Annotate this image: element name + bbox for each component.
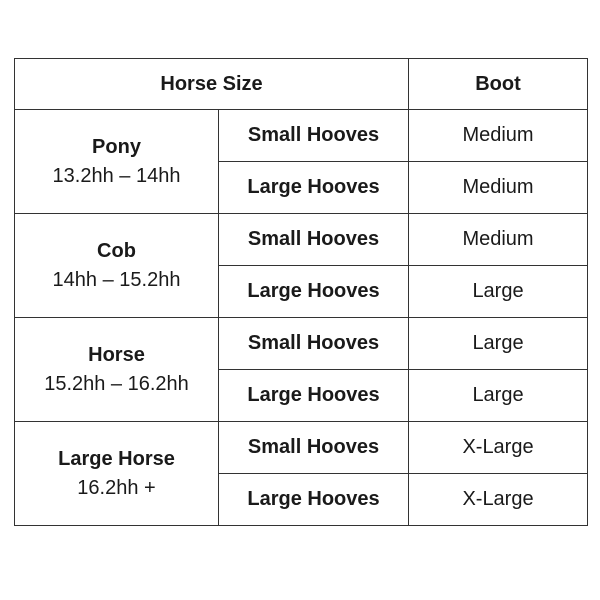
group-cell-horse [15, 318, 219, 422]
group-cell-large-horse [15, 422, 219, 526]
table-row [15, 214, 588, 266]
boot-size-cell: X-Large [409, 474, 588, 526]
hoof-size-cell: Large Hooves [219, 162, 409, 214]
table-row [15, 110, 588, 162]
group-height-range: 15.2hh – 16.2hh [44, 372, 189, 395]
boot-size-cell: Medium [409, 214, 588, 266]
group-name: Pony [92, 135, 141, 158]
hoof-size-cell: Small Hooves [219, 110, 409, 162]
boot-size-table [14, 58, 588, 526]
group-cell-cob [15, 214, 219, 318]
group-height-range: 14hh – 15.2hh [52, 268, 181, 291]
header-row [15, 59, 588, 110]
boot-size-cell: Medium [409, 110, 588, 162]
hoof-size-cell: Small Hooves [219, 422, 409, 474]
hoof-size-cell: Small Hooves [219, 318, 409, 370]
hoof-size-cell: Large Hooves [219, 266, 409, 318]
hoof-size-cell: Large Hooves [219, 474, 409, 526]
hoof-size-cell: Large Hooves [219, 370, 409, 422]
hoof-size-cell: Small Hooves [219, 214, 409, 266]
group-cell-pony [15, 110, 219, 214]
group-height-range: 13.2hh – 14hh [52, 164, 181, 187]
boot-size-cell: Large [409, 266, 588, 318]
boot-size-cell: X-Large [409, 422, 588, 474]
boot-size-cell: Large [409, 370, 588, 422]
boot-size-cell: Medium [409, 162, 588, 214]
boot-size-cell: Large [409, 318, 588, 370]
table-row [15, 318, 588, 370]
header-boot: Boot [409, 59, 588, 110]
header-horse-size: Horse Size [15, 59, 409, 110]
group-height-range: 16.2hh + [77, 476, 156, 499]
table-row [15, 422, 588, 474]
group-name: Horse [88, 343, 145, 366]
group-name: Large Horse [58, 447, 175, 470]
group-name: Cob [97, 239, 136, 262]
